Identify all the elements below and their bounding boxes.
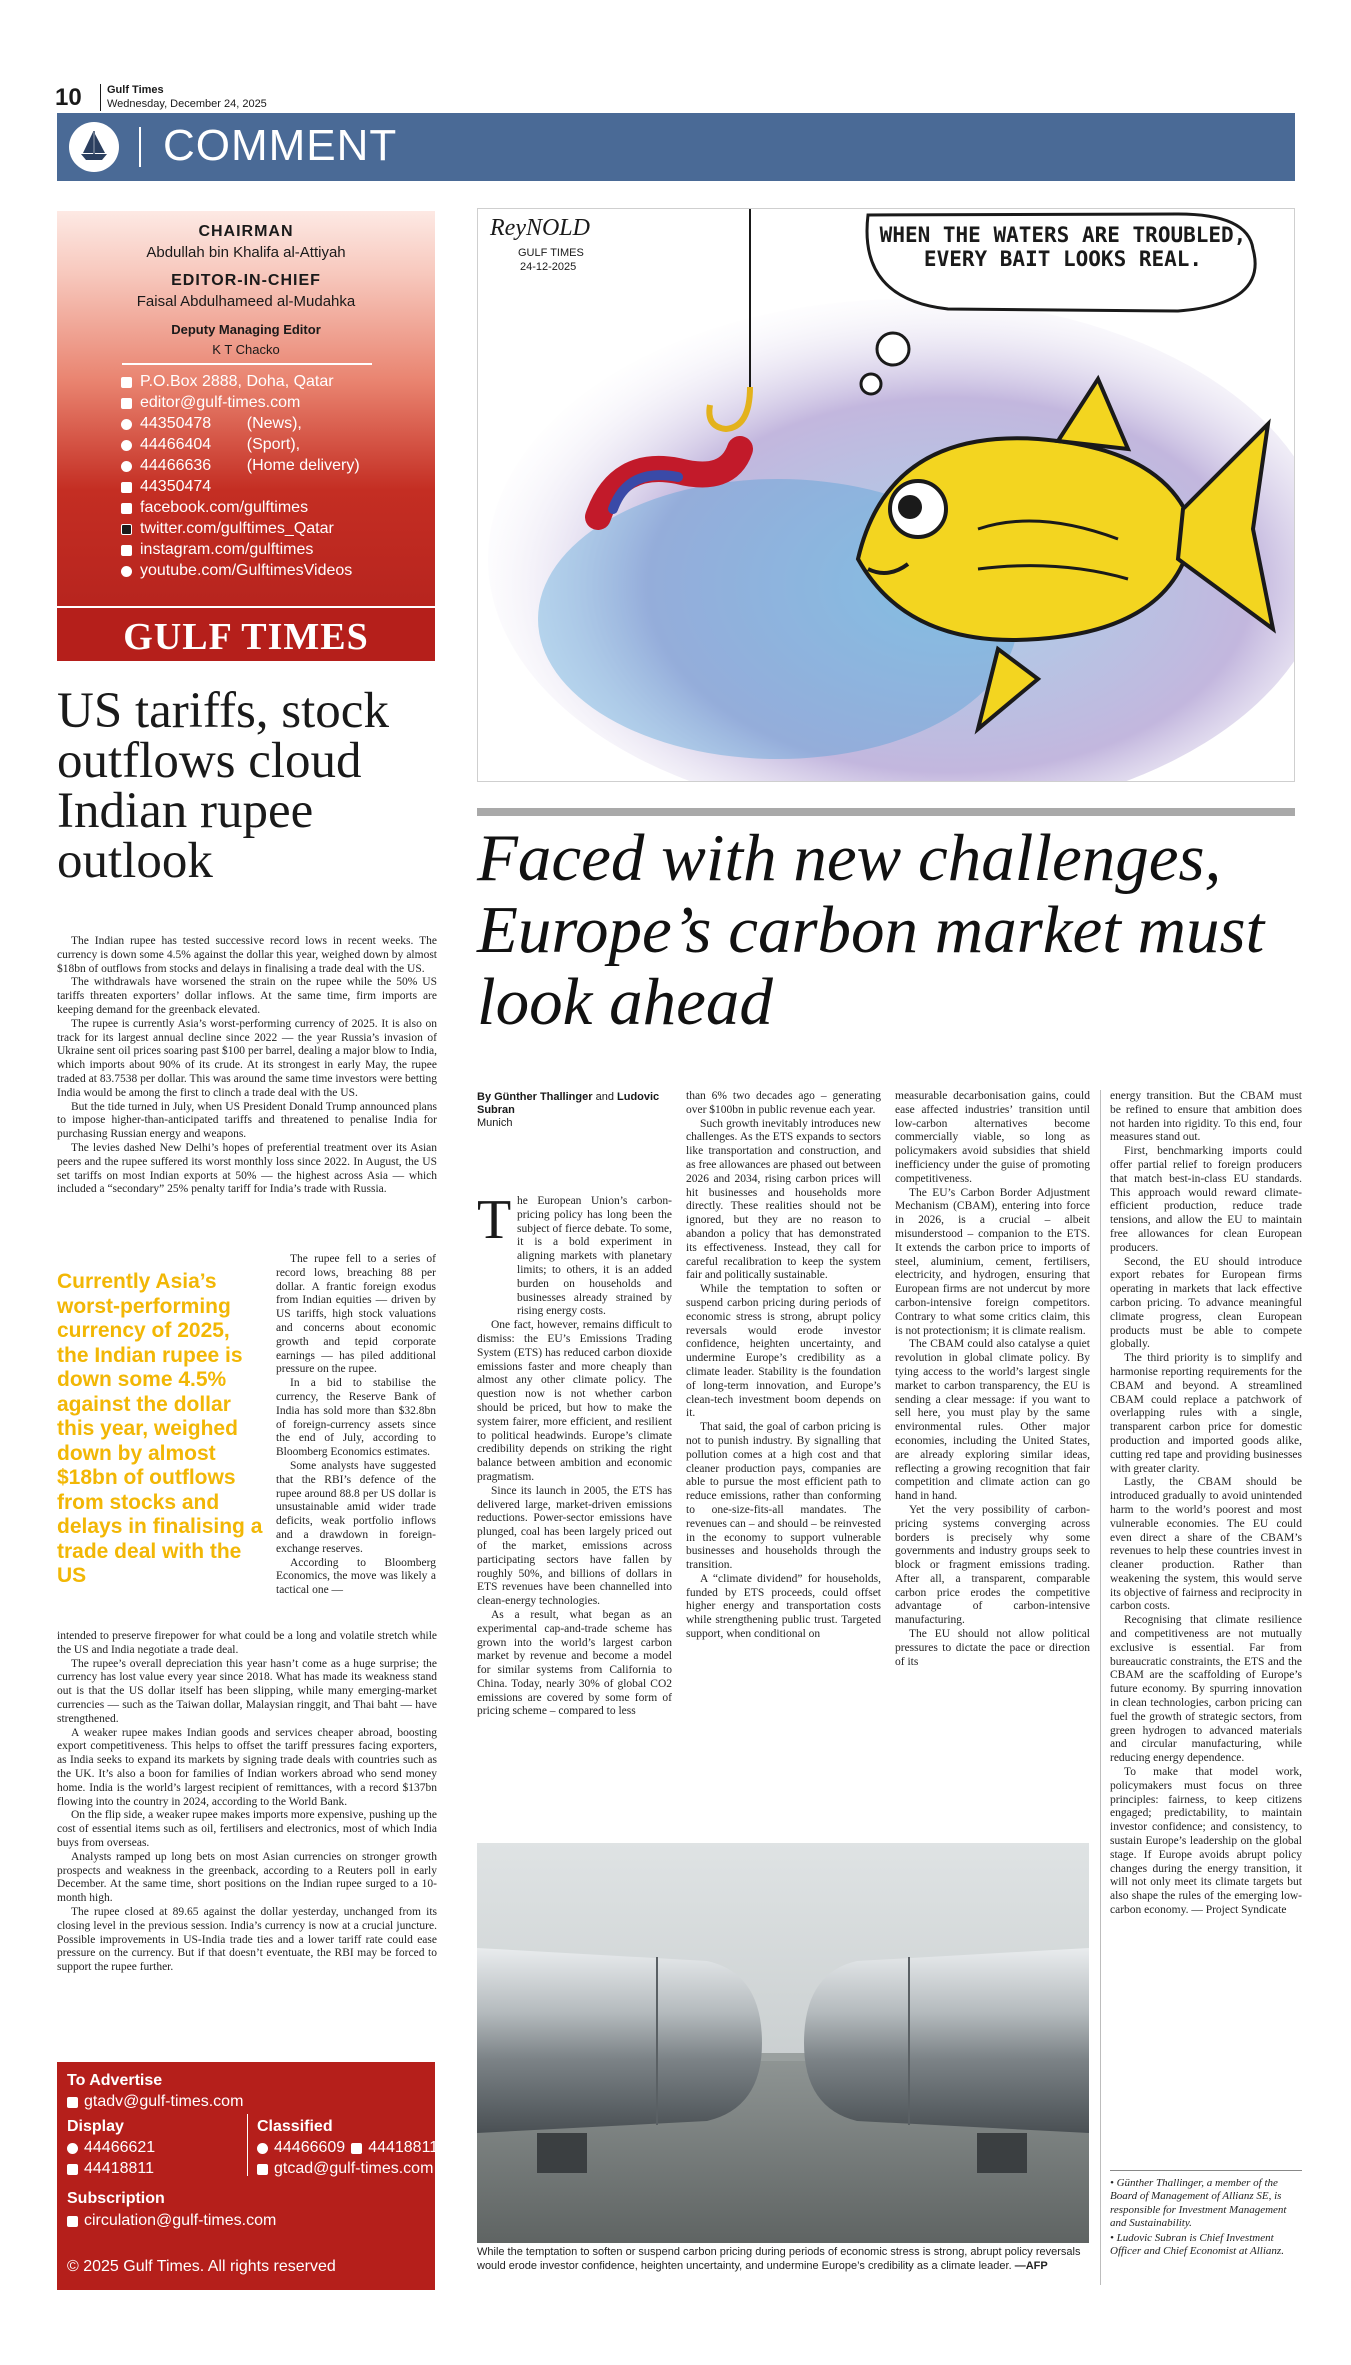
contact-youtube[interactable]: youtube.com/GulftimesVideos xyxy=(121,562,352,580)
classified-label: Classified xyxy=(257,2118,333,2135)
deputy-name: K T Chacko xyxy=(212,342,280,357)
cartoon-sig-date: 24-12-2025 xyxy=(520,261,577,273)
article1-pullquote: Currently Asia’s worst-performing currency of 2025, the Indian rupee is down some 4.5% against the dollar this year, weighed down by almost $18bn of outflows from stocks and delays in finalising a trade deal with the US xyxy=(57,1270,263,1587)
email-icon xyxy=(67,2216,78,2227)
mailbox-icon xyxy=(121,377,132,388)
copyright: © 2025 Gulf Times. All rights reserved xyxy=(67,2258,336,2275)
article2-col2: than 6% two decades ago – generating over $100bn in public revenue each year. Such growth inevitably introduces new challenges. As the ETS expands to sectors like transportation and construction, and as free allowances are phased out between 2026 and 2034, rising carbon prices will hit businesses and households more directly. These realities should not be ignored, but they are no reason to abandon a policy that has demonstrated its effectiveness. Instead, they call for careful recalibration to keep the system fair and politically sustainable. While the temptation to soften or suspend carbon pricing during periods of economic stress is strong, abrupt policy reversals would erode investor confidence, heighten uncertainty, and undermine Europe’s credibility as a climate leader. Stability is the foundation of long-term innovation, and Europe’s clean-tech investment boom depends on it. That said, the goal of carbon pricing is not to punish industry. By signalling that pollution comes at a high cost and that cleaner production pays, companies are able to pursue the most efficient path to reduce emissions, rather than conforming to one-size-fits-all mandates. The revenues can – and should – be reinvested in the economy to support vulnerable businesses and households through the transition. A “climate dividend” for households, funded by ETS proceeds, could offset higher energy and transportation costs while strengthening public trust. Targeted support, when conditional on xyxy=(686,1090,881,1641)
editor-name: Faisal Abdulhameed al-Mudahka xyxy=(136,293,356,310)
deputy-label: Deputy Managing Editor xyxy=(171,322,321,337)
contact-facebook[interactable]: facebook.com/gulftimes xyxy=(121,499,308,517)
cartoon-sig-paper: GULF TIMES xyxy=(518,247,584,259)
contact-email[interactable]: editor@gulf-times.com xyxy=(121,394,300,412)
section-band xyxy=(57,113,1295,181)
ads-divider xyxy=(247,2114,248,2176)
fax-icon xyxy=(121,482,132,493)
contact-instagram[interactable]: instagram.com/gulftimes xyxy=(121,541,313,559)
facebook-icon xyxy=(121,503,132,514)
masthead-rule xyxy=(122,363,372,365)
article2-photo xyxy=(477,1843,1089,2243)
contact-phone-delivery: 44466636 (Home delivery) xyxy=(121,457,360,475)
section-divider xyxy=(139,127,141,167)
phone-icon xyxy=(257,2143,268,2154)
page-date: Wednesday, December 24, 2025 xyxy=(107,98,267,110)
phone-icon xyxy=(121,461,132,472)
masthead-box xyxy=(57,211,435,661)
phone-icon xyxy=(121,440,132,451)
editor-label: EDITOR-IN-CHIEF xyxy=(171,272,321,289)
contact-twitter[interactable]: twitter.com/gulftimes_Qatar xyxy=(121,520,334,538)
contact-address: P.O.Box 2888, Doha, Qatar xyxy=(121,373,334,391)
display-phone2: 44418811 xyxy=(67,2160,154,2178)
gulf-times-logo: GULF TIMES xyxy=(57,606,435,661)
advertise-label: To Advertise xyxy=(67,2072,163,2089)
chairman-name: Abdullah bin Khalifa al-Attiyah xyxy=(146,244,346,261)
contact-phone-news: 44350478 (News), xyxy=(121,415,302,433)
article2-byline: By Günther Thallinger and Ludovic Subran Munich xyxy=(477,1091,660,1129)
article2-col3: measurable decarbonisation gains, could ease affected industries’ transition until low-carbon alternatives become commercially viable, so long as policymakers avoid subsidies that shield inefficiency under the guise of promoting competitiveness. The EU’s Carbon Border Adjustment Mechanism (CBAM), entering into force in 2026, is a crucial – albeit misunderstood – companion to the ETS. It extends the carbon price to imports of steel, aluminium, cement, fertilisers, electricity, and hydrogen, ensuring that European firms are not undercut by more carbon-intensive foreign competitors. Contrary to what some critics claim, this is not protectionism; it is climate realism. The CBAM could also catalyse a quiet revolution in global climate policy. By tying access to the world’s largest single market to carbon transparency, the EU is sending a clear message: if you want to sell here, you must play by the same environmental rules. Other major economies, including the United States, are already exploring similar ideas, reflecting a growing recognition that fair competition and climate action can go hand in hand. Yet the very possibility of carbon-pricing systems converging across borders is precisely why some governments and industry groups seek to block or fragment emissions trading. After all, a transparent, comparable carbon price erodes the competitive advantage of carbon-intensive manufacturing. The EU should not allow political pressures to dictate the pace or direction of its xyxy=(895,1090,1090,1668)
classified-phones: 44466609 44418811 xyxy=(257,2139,438,2157)
phone-icon xyxy=(67,2143,78,2154)
dhow-boat-icon xyxy=(69,122,119,172)
instagram-icon xyxy=(121,545,132,556)
column-divider xyxy=(1100,1090,1101,2285)
article2-col4: energy transition. But the CBAM must be refined to ensure that ambition does not harden into rigidity. To this end, four measures stand out. First, benchmarking imports could offer partial relief to foreign producers that match best-in-class EU standards. This approach would reward climate-efficient production, reduce trade tensions, and allow the EU to maintain free allowances for clean European producers. Second, the EU should introduce export rebates for European firms operating in markets that lack effective carbon pricing. To advance meaningful climate progress, clean European products must be able to compete globally. The third priority is to simplify and harmonise reporting requirements for the CBAM and beyond. A streamlined CBAM could replace a patchwork of overlapping rules with a single, transparent carbon price for domestic production and imported goods alike, cutting red tape and providing businesses with greater clarity. Lastly, the CBAM should be introduced gradually to avoid unintended harm to the world’s poorest and most vulnerable economies. The EU could even direct a share of the CBAM’s revenues to help these countries invest in cleaner production. Rather than weakening the system, this would serve its objective of fairness and reciprocity in carbon costs. Recognising that climate resilience and competitiveness are not mutually exclusive is essential. Far from bureaucratic constraints, the ETS and the CBAM are the scaffolding of Europe’s future economy. By spurring innovation in clean technologies, carbon pricing can fuel the growth of strategic sectors, from green hydrogen to advanced materials and circular manufacturing, while reducing energy dependence. To make that model work, policymakers must focus on three principles: fairness, to keep citizens engaged; predictability, to maintain investor confidence; and consistency, to sustain Europe’s leadership on the global stage. If Europe avoids abrupt policy changes during the energy transition, it will not only meet its climate targets but also shape the rules of the emerging low-carbon economy. — Project Syndicate xyxy=(1110,1090,1302,1917)
youtube-icon xyxy=(121,566,132,577)
article1-bottom-text: intended to preserve firepower for what could be a long and volatile stretch while the US and India negotiate a trade deal. The rupee’s overall depreciation this year hasn’t come as a huge surprise; the currency has lost value every year since 2018. What has made its weakness stand out is that the US dollar itself has been slipping, while many emerging-market currencies — such as the Taiwan dollar, Malaysian ringgit, and Thai baht — have strengthened. A weaker rupee makes Indian goods and services cheaper abroad, boosting export competitiveness. This helps to offset the tariff pressures facing exporters, as India seeks to expand its markets by signing trade deals with countries such as the UK. It’s also a boon for families of Indian workers abroad who send money home. India is the world’s largest recipient of remittances, with a record $137bn flowing into the country in 2024, according to the World Bank. On the flip side, a weaker rupee makes imports more expensive, pushing up the cost of essential items such as oil, fertilisers and electronics, most of which India buys from overseas. Analysts ramped up long bets on most Asian currencies on stronger growth prospects and weakness in the greenback, according to a Reuters poll in early December. At the same time, short positions on the Indian rupee surged to a 10-month high. The rupee closed at 89.65 against the dollar yesterday, unchanged from its closing level in the previous session. India’s currency is now at a crucial juncture. Possible improvements in US-India trade ties and a lower tariff rate could ease pressure on the currency. But if that doesn’t eventuate, the RBI may be forced to support the rupee further. xyxy=(57,1630,437,1974)
subscription-email[interactable]: circulation@gulf-times.com xyxy=(67,2212,276,2230)
section-title: COMMENT xyxy=(163,121,398,170)
article2-dropcap: T xyxy=(477,1189,512,1251)
email-icon xyxy=(257,2164,268,2175)
advertise-email[interactable]: gtadv@gulf-times.com xyxy=(67,2093,243,2111)
article1-side-text: The rupee fell to a series of record lows, breaching 88 per dollar. A frantic foreign exodus from Indian equities — driven by US tariffs, high stock valuations and concerns about economic growth and tepid corporate earnings — has piled additional pressure on the rupee. In a bid to stabilise the currency, the Reserve Bank of India has sold more than $32.8bn of foreign-currency assets since the end of July, according to Bloomberg Economics estimates. Some analysts have suggested that the RBI’s defence of the rupee around 88.8 per US dollar is unsustainable amid wider trade deficits, weak portfolio inflows and a drawdown in foreign-exchange reserves. According to Bloomberg Economics, the move was likely a tactical one — xyxy=(276,1253,436,1597)
article2-headline: Faced with new challenges, Europe’s carbon market must look ahead xyxy=(477,821,1265,1039)
cartoon-speech-text: WHEN THE WATERS ARE TROUBLED, EVERY BAIT LOOKS REAL. xyxy=(879,223,1247,271)
subscription-label: Subscription xyxy=(67,2190,165,2207)
editorial-cartoon xyxy=(477,208,1295,782)
display-label: Display xyxy=(67,2118,124,2135)
article2-col1: he European Union’s carbon-pricing policy has long been the subject of fierce debate. To some, it is a bold experiment in aligning markets with planetary limits; to others, it is an added burden on households and businesses already strained by rising energy costs. One fact, however, remains difficult to dismiss: the EU’s Emissions Trading System (ETS) has reduced carbon dioxide emissions faster and more cheaply than almost any other climate policy. The question now is not whether carbon should be priced, but how to make the system fairer, more efficient, and resilient to political headwinds. Europe’s climate credibility depends on striking the right balance between ambition and economic pragmatism. Since its launch in 2005, the ETS has delivered large, market-driven emissions reductions. Power-sector emissions have plunged, coal has been largely priced out of the market, emissions across participating sectors have fallen by roughly 50%, and billions of dollars in ETS revenues have been channelled into clean-energy technologies. As a result, what began as an experimental cap-and-trade scheme has grown into the world’s largest carbon market by revenue and become a model for similar systems from California to China. Today, nearly 30% of global CO2 emissions are covered by some form of pricing scheme – compared to less xyxy=(477,1195,672,1718)
cartoon-signature: ReyNOLD xyxy=(490,215,590,241)
phone-icon xyxy=(121,419,132,430)
fax-icon xyxy=(67,2164,78,2175)
x-icon xyxy=(121,524,132,535)
header-divider xyxy=(100,84,101,111)
paper-name: Gulf Times xyxy=(107,84,164,96)
article1-top-text: The Indian rupee has tested successive record lows in recent weeks. The currency is down some 4.5% against the dollar this year, weighed down by almost $18bn of outflows from stocks and delays in finalising a trade deal with the US. The withdrawals have worsened the strain on the rupee while the 50% US tariffs threaten exporters’ dollar inflows. At the same time, firm imports are keeping demand for the greenback elevated. The rupee is currently Asia’s worst-performing currency of 2025. It is also on track for its largest annual decline since 2022 — the year Russia’s invasion of Ukraine sent oil prices soaring past $100 per barrel, dealing a major blow to India, which imports about 90% of its crude. At its strongest in early May, the rupee traded at 83.7538 per dollar. This was around the same time investors were betting India would be among the first to clinch a trade deal with the US. But the tide turned in July, when US President Donald Trump announced plans to impose higher-than-anticipated tariffs and threatened to penalise India for purchasing Russian energy and weapons. The levies dashed New Delhi’s hopes of preferential treatment over its Asian peers and the rupee suffered its worst monthly loss since 2022. In August, the US set tariffs on most Indian exports at 50% — the highest across Asia — which included a “secondary” 25% penalty tariff for India’s trade with Russia. xyxy=(57,935,437,1196)
headline-rule xyxy=(477,808,1295,816)
article1-headline: US tariffs, stock outflows cloud Indian rupee outlook xyxy=(57,683,389,889)
classified-email[interactable]: gtcad@gulf-times.com xyxy=(257,2160,433,2178)
page-number: 10 xyxy=(55,84,82,111)
fax-icon xyxy=(351,2143,362,2154)
email-icon xyxy=(67,2097,78,2108)
notes-rule xyxy=(1110,2170,1302,2171)
display-phone1: 44466621 xyxy=(67,2139,155,2157)
contact-phone-sport: 44466404 (Sport), xyxy=(121,436,300,454)
contact-fax: 44350474 xyxy=(121,478,211,496)
email-icon xyxy=(121,398,132,409)
chairman-label: CHAIRMAN xyxy=(198,223,294,240)
author-notes: • Günther Thallinger, a member of the Board of Management of Allianz SE, is responsible for Investment Management and Sustainability. • Ludovic Subran is Chief Investment Officer and Chief Economist at Allianz. xyxy=(1110,2170,1302,2261)
photo-caption: While the temptation to soften or suspend carbon pricing during periods of economic stress is strong, abrupt policy reversals would erode investor confidence, heighten uncertainty, and undermine Europe’s credibility as a climate leader. —AFP xyxy=(477,2246,1081,2272)
advertising-box xyxy=(57,2062,439,2290)
